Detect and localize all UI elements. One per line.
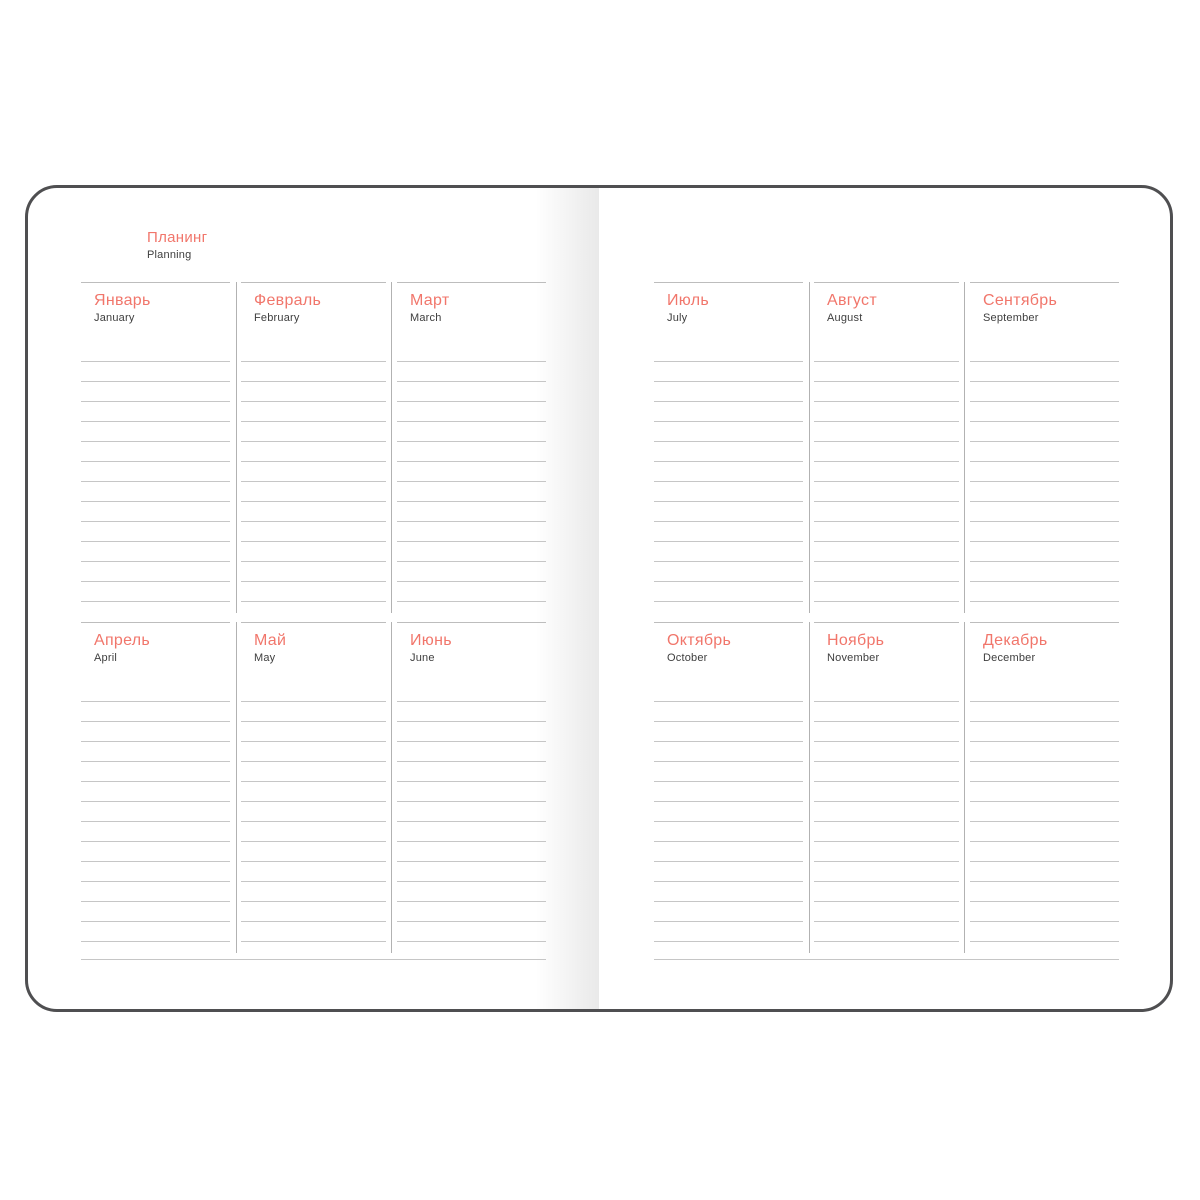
- month-name-en: August: [827, 312, 863, 324]
- month-cell-july: [654, 282, 803, 613]
- ruled-line: [654, 401, 803, 402]
- ruled-line: [397, 521, 546, 522]
- ruled-line: [241, 881, 386, 882]
- ruled-line: [654, 581, 803, 582]
- ruled-line: [397, 601, 546, 602]
- ruled-lines: [241, 361, 386, 621]
- ruled-line: [81, 921, 230, 922]
- ruled-line: [814, 781, 959, 782]
- ruled-line: [241, 581, 386, 582]
- ruled-line: [81, 781, 230, 782]
- month-name-ru: Июнь: [410, 632, 452, 649]
- ruled-line: [654, 701, 803, 702]
- ruled-line: [654, 841, 803, 842]
- ruled-line: [970, 901, 1119, 902]
- month-name-en: June: [410, 652, 435, 664]
- month-name-en: April: [94, 652, 118, 664]
- ruled-lines: [397, 701, 546, 961]
- ruled-line: [654, 721, 803, 722]
- month-name-ru: Апрель: [94, 632, 151, 649]
- ruled-line: [970, 841, 1119, 842]
- ruled-line: [814, 481, 959, 482]
- ruled-line: [970, 541, 1119, 542]
- ruled-line: [970, 561, 1119, 562]
- ruled-line: [241, 561, 386, 562]
- ruled-lines: [814, 701, 959, 961]
- ruled-lines: [81, 361, 230, 621]
- ruled-line: [241, 601, 386, 602]
- ruled-line: [654, 521, 803, 522]
- ruled-line: [814, 581, 959, 582]
- page-title-en: Planning: [147, 249, 192, 261]
- ruled-line: [397, 901, 546, 902]
- ruled-line: [654, 861, 803, 862]
- ruled-line: [814, 361, 959, 362]
- ruled-line: [970, 721, 1119, 722]
- ruled-line: [654, 461, 803, 462]
- ruled-lines: [970, 361, 1119, 621]
- ruled-line: [814, 761, 959, 762]
- ruled-line: [81, 861, 230, 862]
- column-divider: [964, 622, 965, 953]
- month-name-ru: Октябрь: [667, 632, 732, 649]
- ruled-line: [81, 401, 230, 402]
- ruled-line: [397, 881, 546, 882]
- ruled-line: [814, 541, 959, 542]
- ruled-line: [814, 841, 959, 842]
- ruled-line: [81, 721, 230, 722]
- ruled-line: [814, 501, 959, 502]
- ruled-lines: [397, 361, 546, 621]
- ruled-line: [397, 481, 546, 482]
- month-row-left-top: [81, 282, 546, 613]
- ruled-line: [654, 441, 803, 442]
- ruled-line: [970, 741, 1119, 742]
- page-bottom-line: [654, 959, 1119, 960]
- ruled-line: [241, 421, 386, 422]
- month-name-en: October: [667, 652, 708, 664]
- ruled-line: [397, 561, 546, 562]
- ruled-line: [654, 501, 803, 502]
- month-cell-april: [81, 622, 230, 953]
- column-divider: [964, 282, 965, 613]
- ruled-line: [397, 441, 546, 442]
- page-title: [147, 230, 207, 261]
- ruled-line: [241, 401, 386, 402]
- ruled-line: [814, 741, 959, 742]
- month-name-en: November: [827, 652, 880, 664]
- ruled-line: [397, 461, 546, 462]
- ruled-line: [970, 601, 1119, 602]
- column-divider: [809, 282, 810, 613]
- month-cell-september: [970, 282, 1119, 613]
- ruled-line: [241, 441, 386, 442]
- month-cell-november: [814, 622, 959, 953]
- ruled-lines: [241, 701, 386, 961]
- month-cell-january: [81, 282, 230, 613]
- ruled-line: [241, 541, 386, 542]
- ruled-line: [397, 541, 546, 542]
- month-name-en: May: [254, 652, 276, 664]
- ruled-lines: [970, 701, 1119, 961]
- month-name-en: July: [667, 312, 688, 324]
- month-cell-august: [814, 282, 959, 613]
- month-name-ru: Ноябрь: [827, 632, 885, 649]
- ruled-line: [970, 781, 1119, 782]
- ruled-line: [654, 881, 803, 882]
- ruled-line: [81, 561, 230, 562]
- ruled-line: [654, 561, 803, 562]
- ruled-line: [397, 921, 546, 922]
- ruled-line: [814, 401, 959, 402]
- ruled-line: [397, 801, 546, 802]
- month-row-right-top: [654, 282, 1119, 613]
- ruled-line: [397, 861, 546, 862]
- ruled-line: [970, 801, 1119, 802]
- ruled-lines: [654, 361, 803, 621]
- ruled-line: [241, 721, 386, 722]
- ruled-line: [970, 421, 1119, 422]
- ruled-line: [970, 441, 1119, 442]
- ruled-line: [397, 501, 546, 502]
- ruled-line: [81, 381, 230, 382]
- ruled-line: [241, 841, 386, 842]
- ruled-line: [241, 501, 386, 502]
- ruled-line: [814, 521, 959, 522]
- ruled-line: [241, 801, 386, 802]
- ruled-line: [970, 481, 1119, 482]
- ruled-line: [397, 361, 546, 362]
- ruled-line: [654, 381, 803, 382]
- ruled-line: [970, 581, 1119, 582]
- ruled-line: [241, 901, 386, 902]
- column-divider: [391, 282, 392, 613]
- ruled-line: [814, 941, 959, 942]
- month-name-ru: Сентябрь: [983, 292, 1058, 309]
- ruled-line: [654, 921, 803, 922]
- column-divider: [809, 622, 810, 953]
- ruled-line: [814, 921, 959, 922]
- ruled-line: [81, 521, 230, 522]
- ruled-line: [970, 701, 1119, 702]
- ruled-line: [81, 741, 230, 742]
- month-name-en: September: [983, 312, 1039, 324]
- column-divider: [391, 622, 392, 953]
- ruled-line: [970, 401, 1119, 402]
- month-name-en: February: [254, 312, 300, 324]
- ruled-line: [241, 481, 386, 482]
- ruled-line: [970, 381, 1119, 382]
- ruled-line: [81, 701, 230, 702]
- ruled-line: [81, 881, 230, 882]
- ruled-line: [241, 521, 386, 522]
- ruled-line: [814, 901, 959, 902]
- month-name-en: December: [983, 652, 1036, 664]
- ruled-line: [654, 601, 803, 602]
- ruled-line: [81, 481, 230, 482]
- ruled-line: [814, 721, 959, 722]
- ruled-lines: [814, 361, 959, 621]
- month-cell-february: [241, 282, 386, 613]
- ruled-line: [654, 781, 803, 782]
- ruled-line: [654, 741, 803, 742]
- ruled-line: [241, 821, 386, 822]
- month-name-ru: Май: [254, 632, 287, 649]
- ruled-line: [970, 461, 1119, 462]
- ruled-lines: [654, 701, 803, 961]
- ruled-line: [397, 941, 546, 942]
- ruled-line: [814, 421, 959, 422]
- ruled-line: [814, 461, 959, 462]
- ruled-line: [654, 941, 803, 942]
- ruled-line: [81, 461, 230, 462]
- ruled-line: [654, 801, 803, 802]
- ruled-line: [814, 561, 959, 562]
- ruled-line: [814, 441, 959, 442]
- ruled-line: [241, 461, 386, 462]
- ruled-line: [397, 741, 546, 742]
- ruled-line: [397, 721, 546, 722]
- month-name-ru: Март: [410, 292, 450, 309]
- ruled-line: [814, 861, 959, 862]
- ruled-line: [81, 821, 230, 822]
- page-bottom-line: [81, 959, 546, 960]
- notebook-cover: [25, 185, 1173, 1012]
- ruled-line: [970, 501, 1119, 502]
- ruled-line: [397, 701, 546, 702]
- ruled-line: [397, 421, 546, 422]
- ruled-line: [81, 421, 230, 422]
- ruled-line: [241, 381, 386, 382]
- ruled-line: [654, 361, 803, 362]
- page-title-ru: Планинг: [147, 229, 208, 246]
- ruled-line: [970, 881, 1119, 882]
- month-cell-october: [654, 622, 803, 953]
- ruled-line: [397, 781, 546, 782]
- ruled-line: [81, 581, 230, 582]
- month-name-en: January: [94, 312, 135, 324]
- ruled-line: [970, 861, 1119, 862]
- ruled-line: [81, 441, 230, 442]
- ruled-line: [970, 521, 1119, 522]
- ruled-line: [814, 701, 959, 702]
- ruled-line: [397, 381, 546, 382]
- ruled-line: [397, 581, 546, 582]
- ruled-line: [397, 401, 546, 402]
- ruled-line: [970, 921, 1119, 922]
- month-row-right-bottom: [654, 622, 1119, 953]
- ruled-line: [81, 941, 230, 942]
- ruled-line: [654, 901, 803, 902]
- month-cell-march: [397, 282, 546, 613]
- ruled-line: [241, 361, 386, 362]
- ruled-line: [970, 361, 1119, 362]
- ruled-line: [654, 821, 803, 822]
- ruled-line: [397, 761, 546, 762]
- month-cell-june: [397, 622, 546, 953]
- ruled-line: [654, 481, 803, 482]
- ruled-line: [81, 761, 230, 762]
- ruled-line: [654, 421, 803, 422]
- ruled-line: [241, 861, 386, 862]
- ruled-line: [241, 781, 386, 782]
- ruled-line: [654, 541, 803, 542]
- ruled-line: [814, 601, 959, 602]
- month-name-ru: Июль: [667, 292, 710, 309]
- ruled-line: [814, 381, 959, 382]
- ruled-line: [81, 541, 230, 542]
- ruled-line: [241, 941, 386, 942]
- month-name-ru: Январь: [94, 292, 151, 309]
- month-cell-may: [241, 622, 386, 953]
- column-divider: [236, 282, 237, 613]
- ruled-line: [814, 821, 959, 822]
- month-name-ru: Февраль: [254, 292, 322, 309]
- ruled-line: [241, 921, 386, 922]
- page-left: [81, 188, 546, 1009]
- ruled-line: [397, 821, 546, 822]
- ruled-line: [81, 601, 230, 602]
- ruled-line: [81, 901, 230, 902]
- ruled-line: [814, 801, 959, 802]
- ruled-line: [81, 361, 230, 362]
- ruled-line: [81, 501, 230, 502]
- ruled-line: [970, 821, 1119, 822]
- month-cell-december: [970, 622, 1119, 953]
- ruled-line: [814, 881, 959, 882]
- ruled-line: [970, 941, 1119, 942]
- ruled-lines: [81, 701, 230, 961]
- page-right: [654, 188, 1119, 1009]
- column-divider: [236, 622, 237, 953]
- ruled-line: [81, 841, 230, 842]
- month-name-en: March: [410, 312, 442, 324]
- ruled-line: [241, 701, 386, 702]
- ruled-line: [241, 761, 386, 762]
- month-name-ru: Август: [827, 292, 877, 309]
- month-row-left-bottom: [81, 622, 546, 953]
- ruled-line: [970, 761, 1119, 762]
- month-name-ru: Декабрь: [983, 632, 1048, 649]
- ruled-line: [241, 741, 386, 742]
- ruled-line: [654, 761, 803, 762]
- ruled-line: [397, 841, 546, 842]
- ruled-line: [81, 801, 230, 802]
